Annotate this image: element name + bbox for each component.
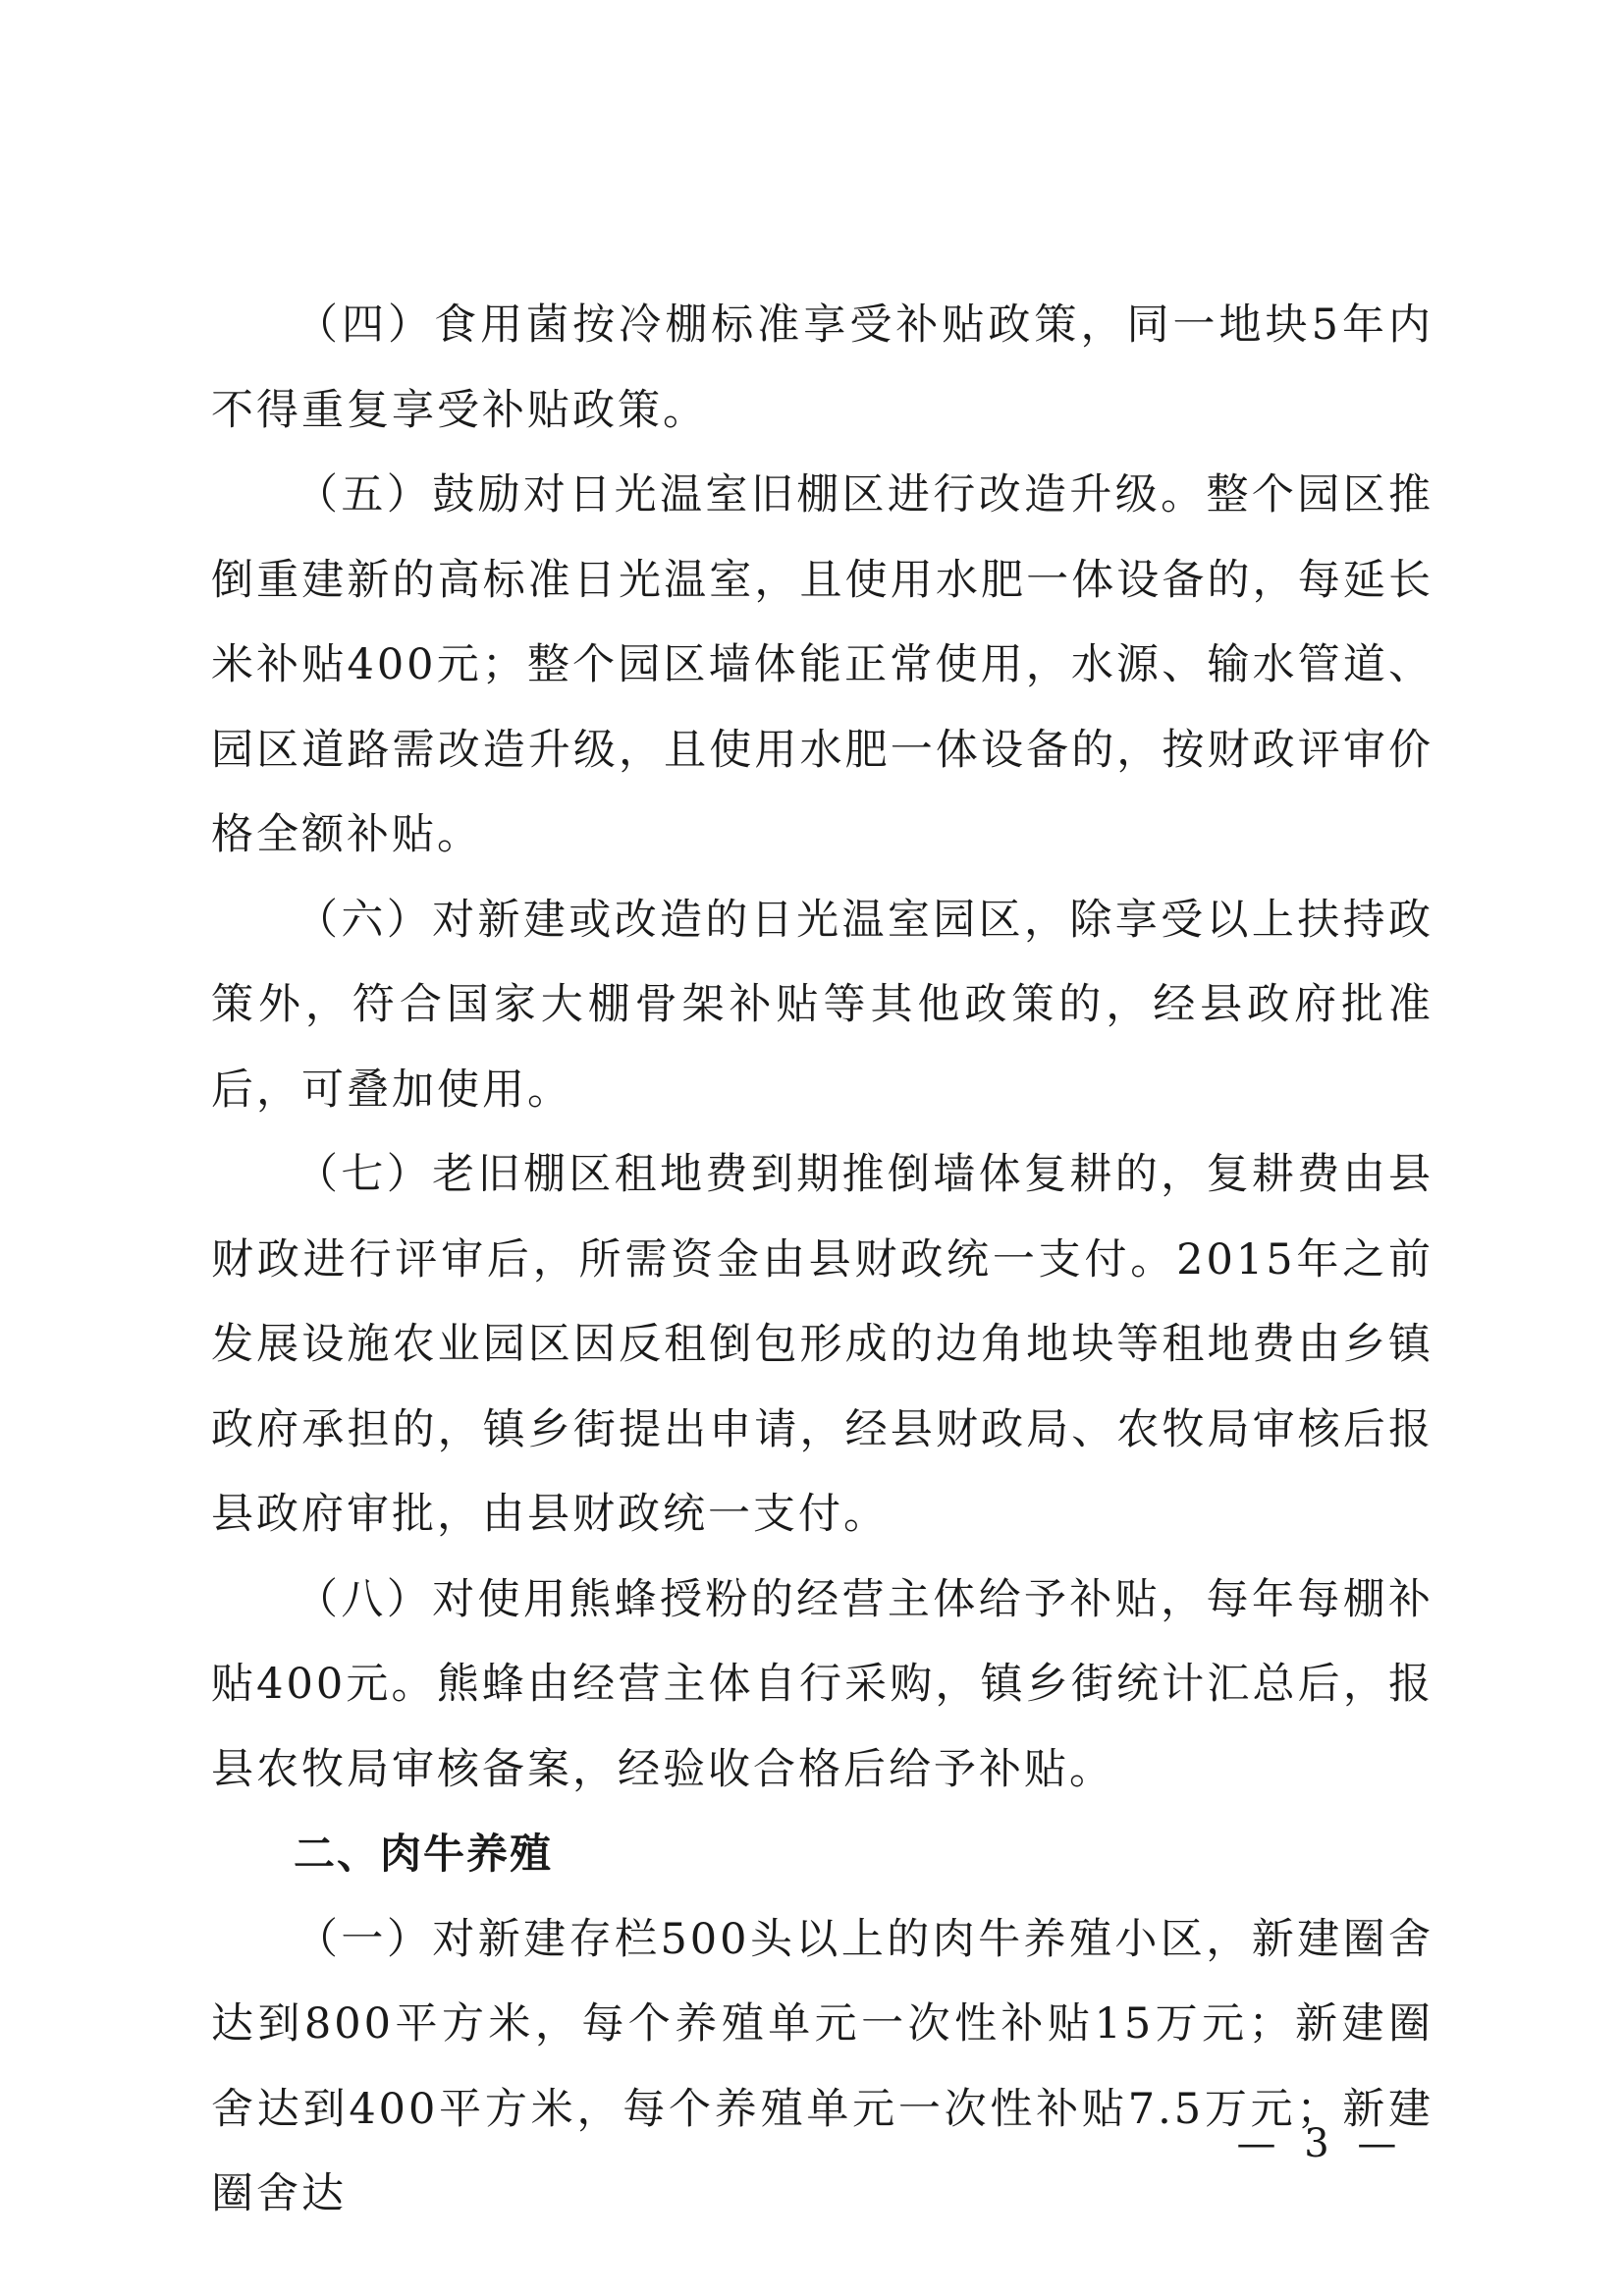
paragraph-8: （八）对使用熊蜂授粉的经营主体给予补贴，每年每棚补贴400元。熊蜂由经营主体自行采购，镇乡街统计汇总后，报县农牧局审核备案，经验收合格后给予补贴。	[211, 1574, 1434, 1794]
paragraph-5: （五）鼓励对日光温室旧棚区进行改造升级。整个园区推倒重建新的高标准日光温室，且使用水肥一体设备的，每延长米补贴400元；整个园区墙体能正常使用，水源、输水管道、园区道路需改造升级，且使用水肥一体设备的，按财政评审价格全额补贴。	[211, 470, 1434, 859]
paragraph-7: （七）老旧棚区租地费到期推倒墙体复耕的，复耕费由县财政进行评审后，所需资金由县财政统一支付。2015年之前发展设施农业园区因反租倒包形成的边角地块等租地费由乡镇政府承担的，镇乡街提出申请，经县财政局、农牧局审核后报县政府审批，由县财政统一支付。	[211, 1150, 1434, 1539]
section-heading: 二、肉牛养殖	[294, 1830, 554, 1878]
paragraph-6: （六）对新建或改造的日光温室园区，除享受以上扶持政策外，符合国家大棚骨架补贴等其他政策的，经县政府批准后，可叠加使用。	[211, 895, 1434, 1115]
section-paragraph-1: （一）对新建存栏500头以上的肉牛养殖小区，新建圈舍达到800平方米，每个养殖单元一次性补贴15万元；新建圈舍达到400平方米，每个养殖单元一次性补贴7.5万元；新建圈舍达	[211, 1914, 1434, 2218]
paragraph-4: （四）食用菌按冷棚标准享受补贴政策，同一地块5年内不得重复享受补贴政策。	[211, 301, 1434, 435]
page-number: — 3 —	[1236, 2121, 1405, 2166]
document-body	[211, 283, 1434, 2237]
